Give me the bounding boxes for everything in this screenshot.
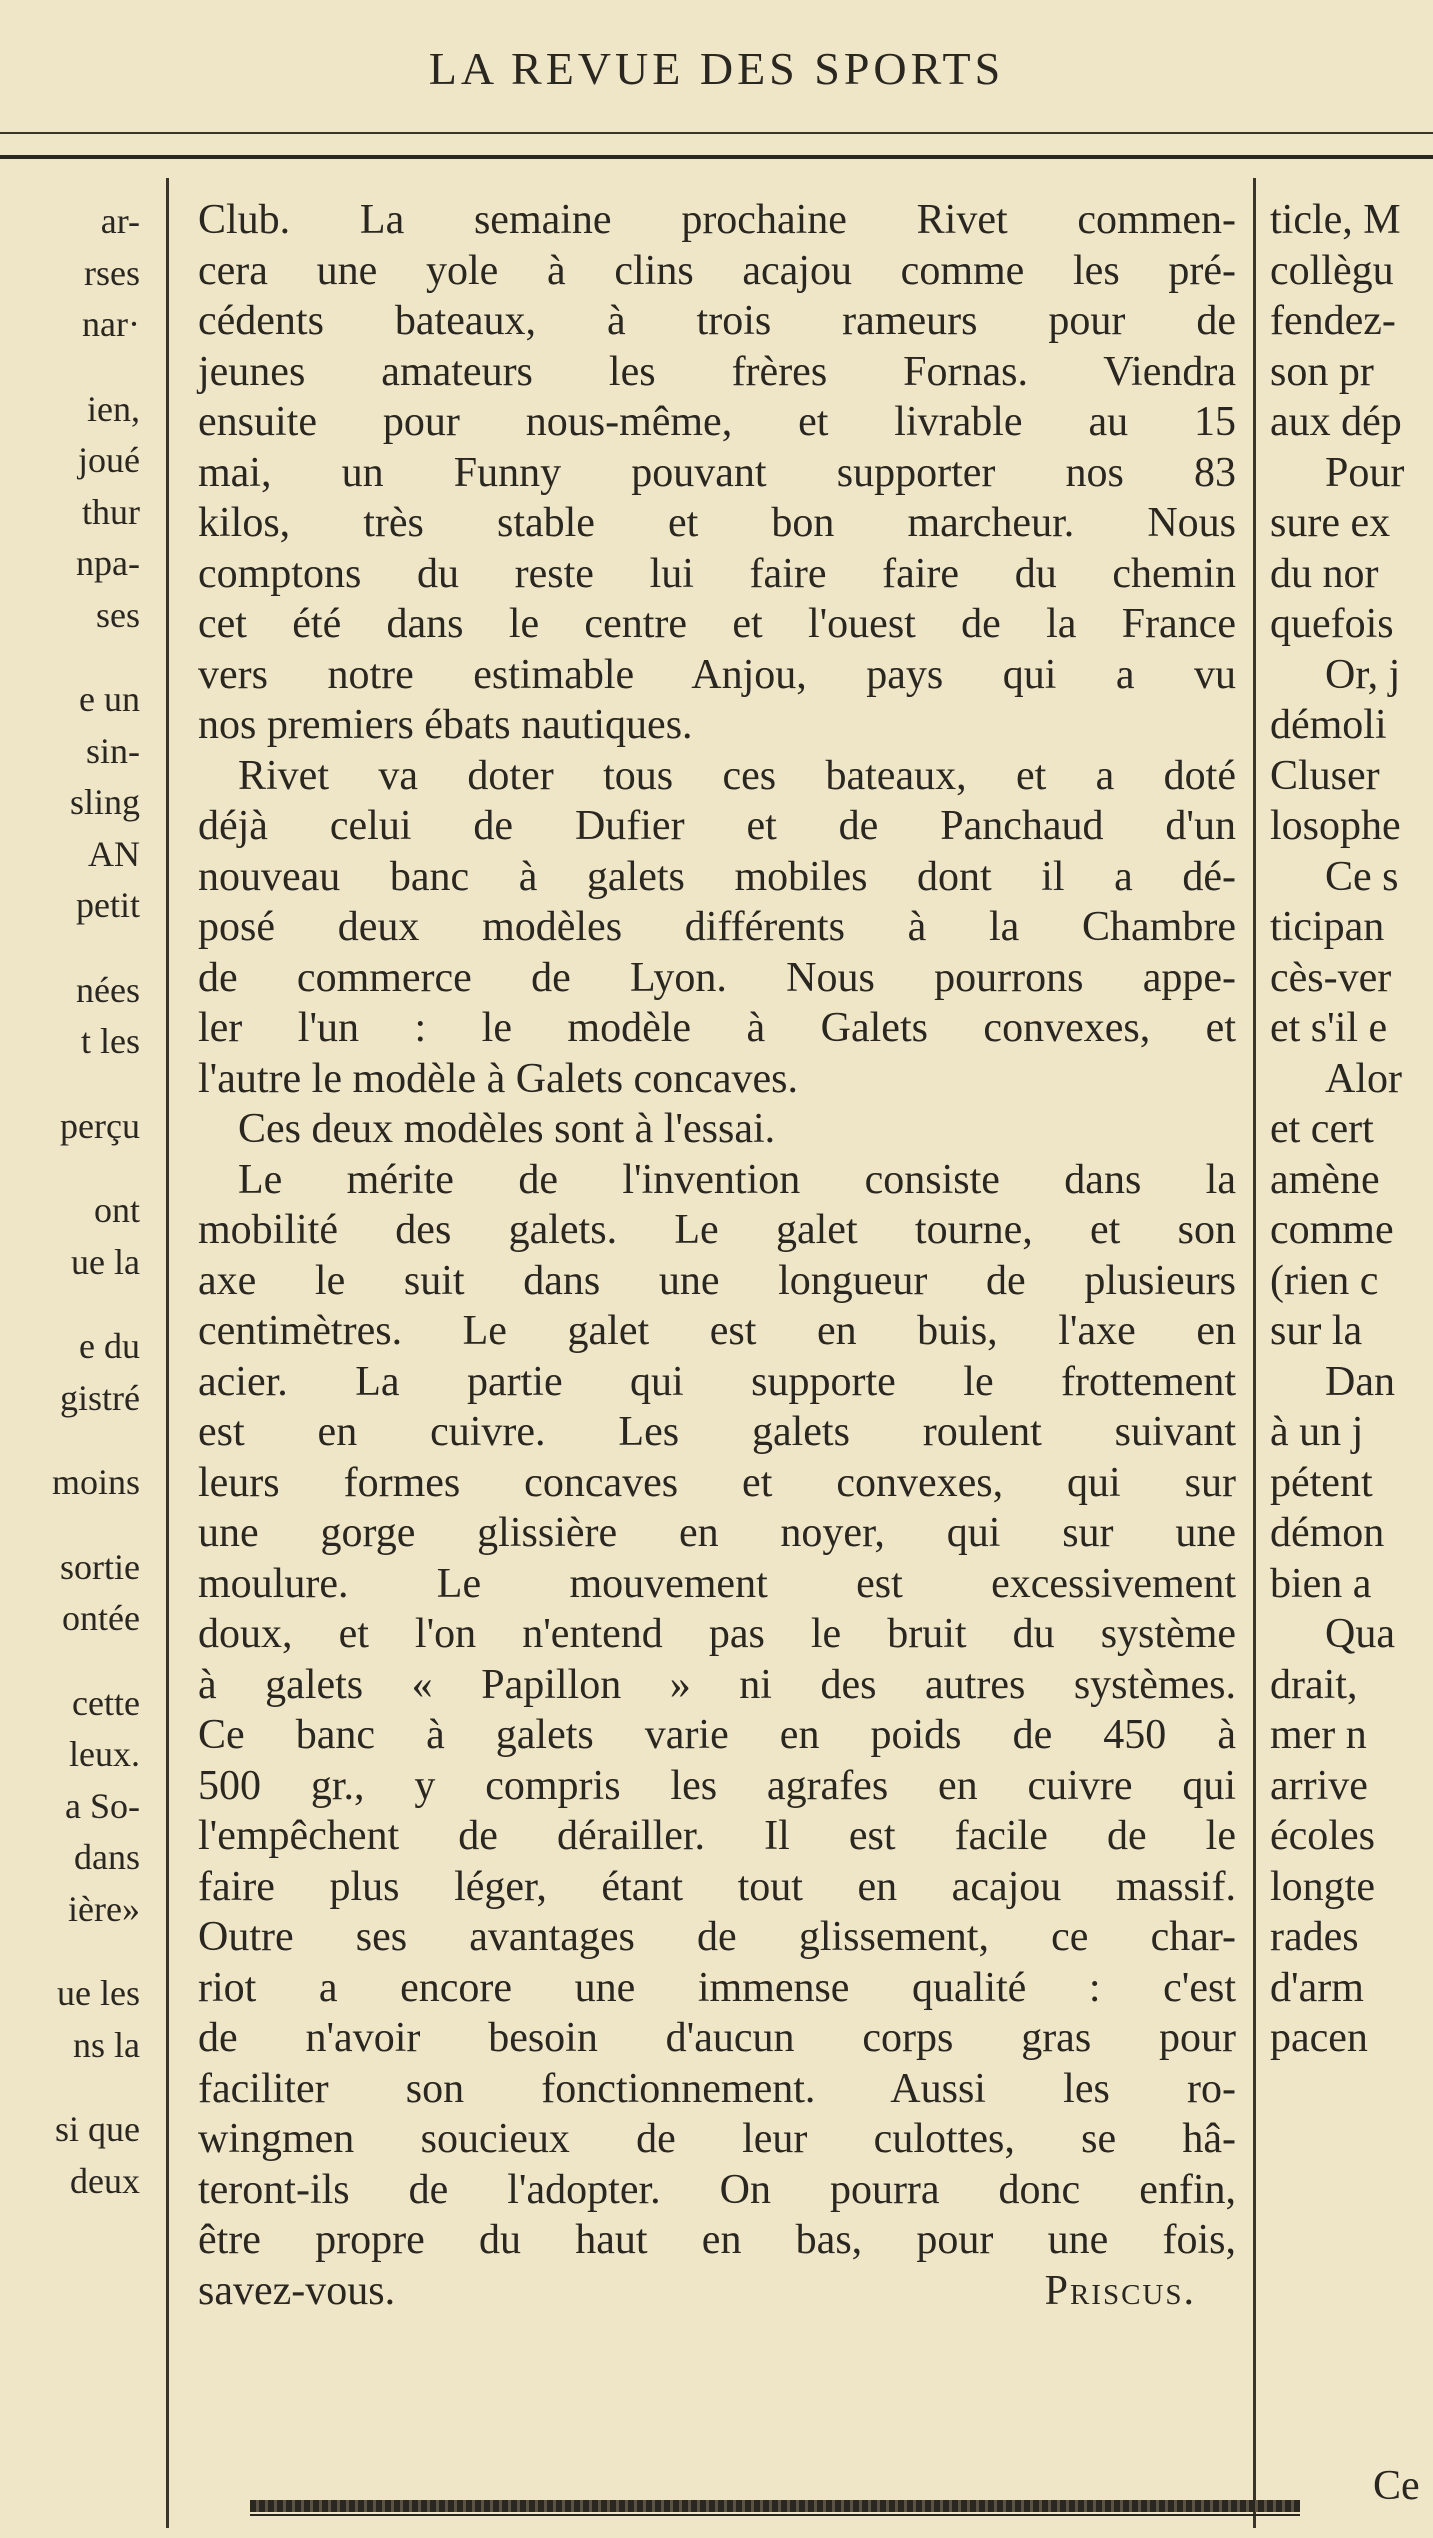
right-column-line: et cert <box>1270 1106 1374 1152</box>
right-column-line: fendez- <box>1270 298 1396 344</box>
article-line: de commerce de Lyon. Nous pourrons appe- <box>198 954 1236 1001</box>
left-column-gap <box>0 351 140 384</box>
right-column-line: quefois <box>1270 601 1394 647</box>
left-column-line: petit <box>76 885 140 925</box>
article-line: de n'avoir besoin d'aucun corps gras pour <box>198 2015 1236 2061</box>
right-column-line: bien a <box>1270 1560 1372 1607</box>
right-column-line: et s'il e <box>1270 1005 1388 1051</box>
right-column-line: Pour <box>1325 449 1405 496</box>
article-column <box>198 195 1236 2316</box>
article-line: déjà celui de Dufier et de Panchaud d'un <box>198 803 1236 849</box>
right-column-line: à un j <box>1270 1409 1364 1455</box>
right-column-line: drait, <box>1270 1661 1358 1708</box>
left-column-line: t les <box>81 1021 140 1061</box>
left-column-gap <box>0 1152 140 1185</box>
right-column-line: rades <box>1270 1914 1359 1960</box>
right-column-bottom-text: Ce <box>1373 2463 1420 2509</box>
article-line: cédents bateaux, à trois rameurs pour de <box>198 298 1236 344</box>
left-column-line: deux <box>70 2160 140 2201</box>
column-divider-left <box>166 178 169 2528</box>
right-column-line: du nor <box>1270 550 1379 597</box>
left-column-line: ière» <box>68 1888 140 1929</box>
right-column-line: (rien c <box>1270 1257 1379 1304</box>
left-column-line: e un <box>79 679 140 719</box>
left-column-line: si que <box>55 2109 140 2149</box>
right-column-line: amène <box>1270 1156 1380 1203</box>
right-column-line: sure ex <box>1270 500 1391 546</box>
article-line: Club. La semaine prochaine Rivet commen- <box>198 197 1236 243</box>
page-header: LA REVUE DES SPORTS <box>428 43 1005 94</box>
left-column-line: ontée <box>62 1598 140 1638</box>
right-column-line: ticle, M <box>1270 197 1401 243</box>
article-line: comptons du reste lui faire faire du chemin <box>198 550 1236 597</box>
left-column-line: perçu <box>60 1105 140 1146</box>
header-rule-thin <box>0 132 1433 134</box>
left-column-line: nées <box>76 969 140 1010</box>
left-column-line: e du <box>79 1326 140 1366</box>
left-column-line: npa- <box>76 543 140 583</box>
right-column-line: d'arm <box>1270 1964 1364 2011</box>
article-line: l'autre le modèle à Galets concaves. <box>198 1055 798 1102</box>
left-column-line: ien, <box>87 388 140 429</box>
article-line: nouveau banc à galets mobiles dont il a dé- <box>198 853 1236 900</box>
left-column-gap <box>0 641 140 674</box>
article-line: centimètres. Le galet est en buis, l'axe en <box>198 1308 1236 1354</box>
left-column-line: ns la <box>73 2024 140 2065</box>
left-column-line: cette <box>72 1682 140 1723</box>
article-line: est en cuivre. Les galets roulent suivant <box>198 1409 1236 1455</box>
article-line: leurs formes concaves et convexes, qui sur <box>198 1459 1236 1506</box>
article-line: kilos, très stable et bon marcheur. Nous <box>198 500 1236 546</box>
author-signature: Priscus. <box>1044 2267 1196 2314</box>
article-line: cet été dans le centre et l'ouest de la France <box>198 601 1236 647</box>
right-column-line: mer n <box>1270 1712 1367 1758</box>
right-column-line: collègu <box>1270 247 1394 294</box>
left-column-line: thur <box>82 491 140 532</box>
article-line: moulure. Le mouvement est excessivement <box>198 1560 1236 1607</box>
left-column-line: ue la <box>71 1241 140 1282</box>
article-line: Rivet va doter tous ces bateaux, et a doté <box>238 752 1236 799</box>
left-column-line: moins <box>51 1462 140 1502</box>
right-column-line: Qua <box>1325 1611 1395 1657</box>
left-column-gap <box>0 1068 140 1101</box>
right-column-line: démoli <box>1270 702 1387 748</box>
left-column-gap <box>0 1509 140 1542</box>
article-line: ler l'un : le modèle à Galets convexes, et <box>198 1005 1236 1051</box>
column-divider-right <box>1253 178 1256 2528</box>
right-column-line: cès-ver <box>1270 954 1392 1001</box>
article-line: cera une yole à clins acajou comme les pré- <box>198 247 1236 294</box>
left-column-line: a So- <box>65 1785 140 1826</box>
right-column-line: arrive <box>1270 1762 1368 1809</box>
right-column-line: Ce s <box>1325 853 1399 900</box>
header-rule-thick <box>0 155 1433 159</box>
left-column-line: rses <box>84 252 140 293</box>
right-column <box>1270 195 1433 2064</box>
article-line: vers notre estimable Anjou, pays qui a vu <box>198 651 1236 698</box>
right-column-line: ticipan <box>1270 904 1385 950</box>
article-line: nos premiers ébats nautiques. <box>198 702 693 748</box>
left-column-line: nar· <box>82 304 140 344</box>
article-line: doux, et l'on n'entend pas le bruit du système <box>198 1611 1236 1657</box>
right-column-line: écoles <box>1270 1813 1375 1859</box>
left-column-line: gistré <box>60 1377 140 1418</box>
left-column-line: sin- <box>86 730 140 771</box>
left-column-gap <box>0 1424 140 1457</box>
article-line: jeunes amateurs les frères Fornas. Viendra <box>198 348 1236 395</box>
right-column-line: Cluser <box>1270 752 1380 799</box>
right-column-line: losophe <box>1270 803 1401 849</box>
left-column-gap <box>0 932 140 965</box>
article-line: wingmen soucieux de leur culottes, se hâ- <box>198 2116 1236 2162</box>
left-column <box>0 196 140 2207</box>
left-column-line: ue les <box>57 1973 140 2013</box>
article-line: à galets « Papillon » ni des autres systèmes. <box>198 1661 1236 1708</box>
right-column-line: sur la <box>1270 1308 1363 1354</box>
left-column-line: AN <box>88 833 140 874</box>
right-column-line: démon <box>1270 1510 1385 1556</box>
article-line: riot a encore une immense qualité : c'est <box>198 1964 1236 2011</box>
left-column-line: ar- <box>100 201 140 241</box>
right-column-line: pétent <box>1270 1459 1373 1506</box>
article-line: posé deux modèles différents à la Chambre <box>198 904 1236 950</box>
right-column-line: aux dép <box>1270 399 1402 445</box>
right-column-line: longte <box>1270 1863 1375 1910</box>
right-column-line: comme <box>1270 1207 1394 1253</box>
left-column-line: sortie <box>60 1546 140 1587</box>
article-line: axe le suit dans une longueur de plusieurs <box>198 1257 1236 1304</box>
article-line: une gorge glissière en noyer, qui sur une <box>198 1510 1236 1556</box>
left-column-line: leux. <box>69 1734 140 1774</box>
article-line: Outre ses avantages de glissement, ce char- <box>198 1914 1236 1960</box>
article-line: 500 gr., y compris les agrafes en cuivre qui <box>198 1762 1236 1809</box>
left-column-line: ont <box>93 1190 140 1230</box>
right-column-line: pacen <box>1270 2015 1368 2061</box>
article-line: faciliter son fonctionnement. Aussi les ro- <box>198 2065 1236 2112</box>
left-column-line: dans <box>74 1837 140 1877</box>
article-line: Le mérite de l'invention consiste dans la <box>238 1156 1236 1203</box>
right-column-line: Or, j <box>1325 651 1401 698</box>
left-column-gap <box>0 1645 140 1678</box>
article-line: mobilité des galets. Le galet tourne, et son <box>198 1207 1236 1253</box>
article-end-rule <box>250 2500 1300 2512</box>
article-line: teront-ils de l'adopter. On pourra donc enfin, <box>198 2166 1236 2213</box>
left-column-gap <box>0 1288 140 1321</box>
article-end-rule-thin <box>250 2514 1300 2516</box>
left-column-gap <box>0 1935 140 1968</box>
article-line: l'empêchent de dérailler. Il est facile de le <box>198 1813 1236 1859</box>
right-column-line: Alor <box>1325 1055 1402 1102</box>
article-line: acier. La partie qui supporte le frottement <box>198 1358 1236 1405</box>
left-column-line: joué <box>78 440 140 480</box>
article-line: ensuite pour nous-même, et livrable au 15 <box>198 399 1236 445</box>
article-line: être propre du haut en bas, pour une fois, <box>198 2217 1236 2263</box>
right-column-line: Dan <box>1325 1358 1395 1405</box>
article-line: mai, un Funny pouvant supporter nos 83 <box>198 449 1236 496</box>
left-column-gap <box>0 2071 140 2104</box>
article-line: Ces deux modèles sont à l'essai. <box>238 1106 776 1152</box>
article-closing-line <box>198 2266 1236 2317</box>
right-column-line: son pr <box>1270 348 1374 395</box>
article-line: faire plus léger, étant tout en acajou massif. <box>198 1863 1236 1910</box>
article-closing: savez-vous. <box>198 2267 396 2314</box>
left-column-line: ses <box>96 594 140 635</box>
left-column-line: sling <box>69 782 140 822</box>
article-line: Ce banc à galets varie en poids de 450 à <box>198 1712 1236 1758</box>
